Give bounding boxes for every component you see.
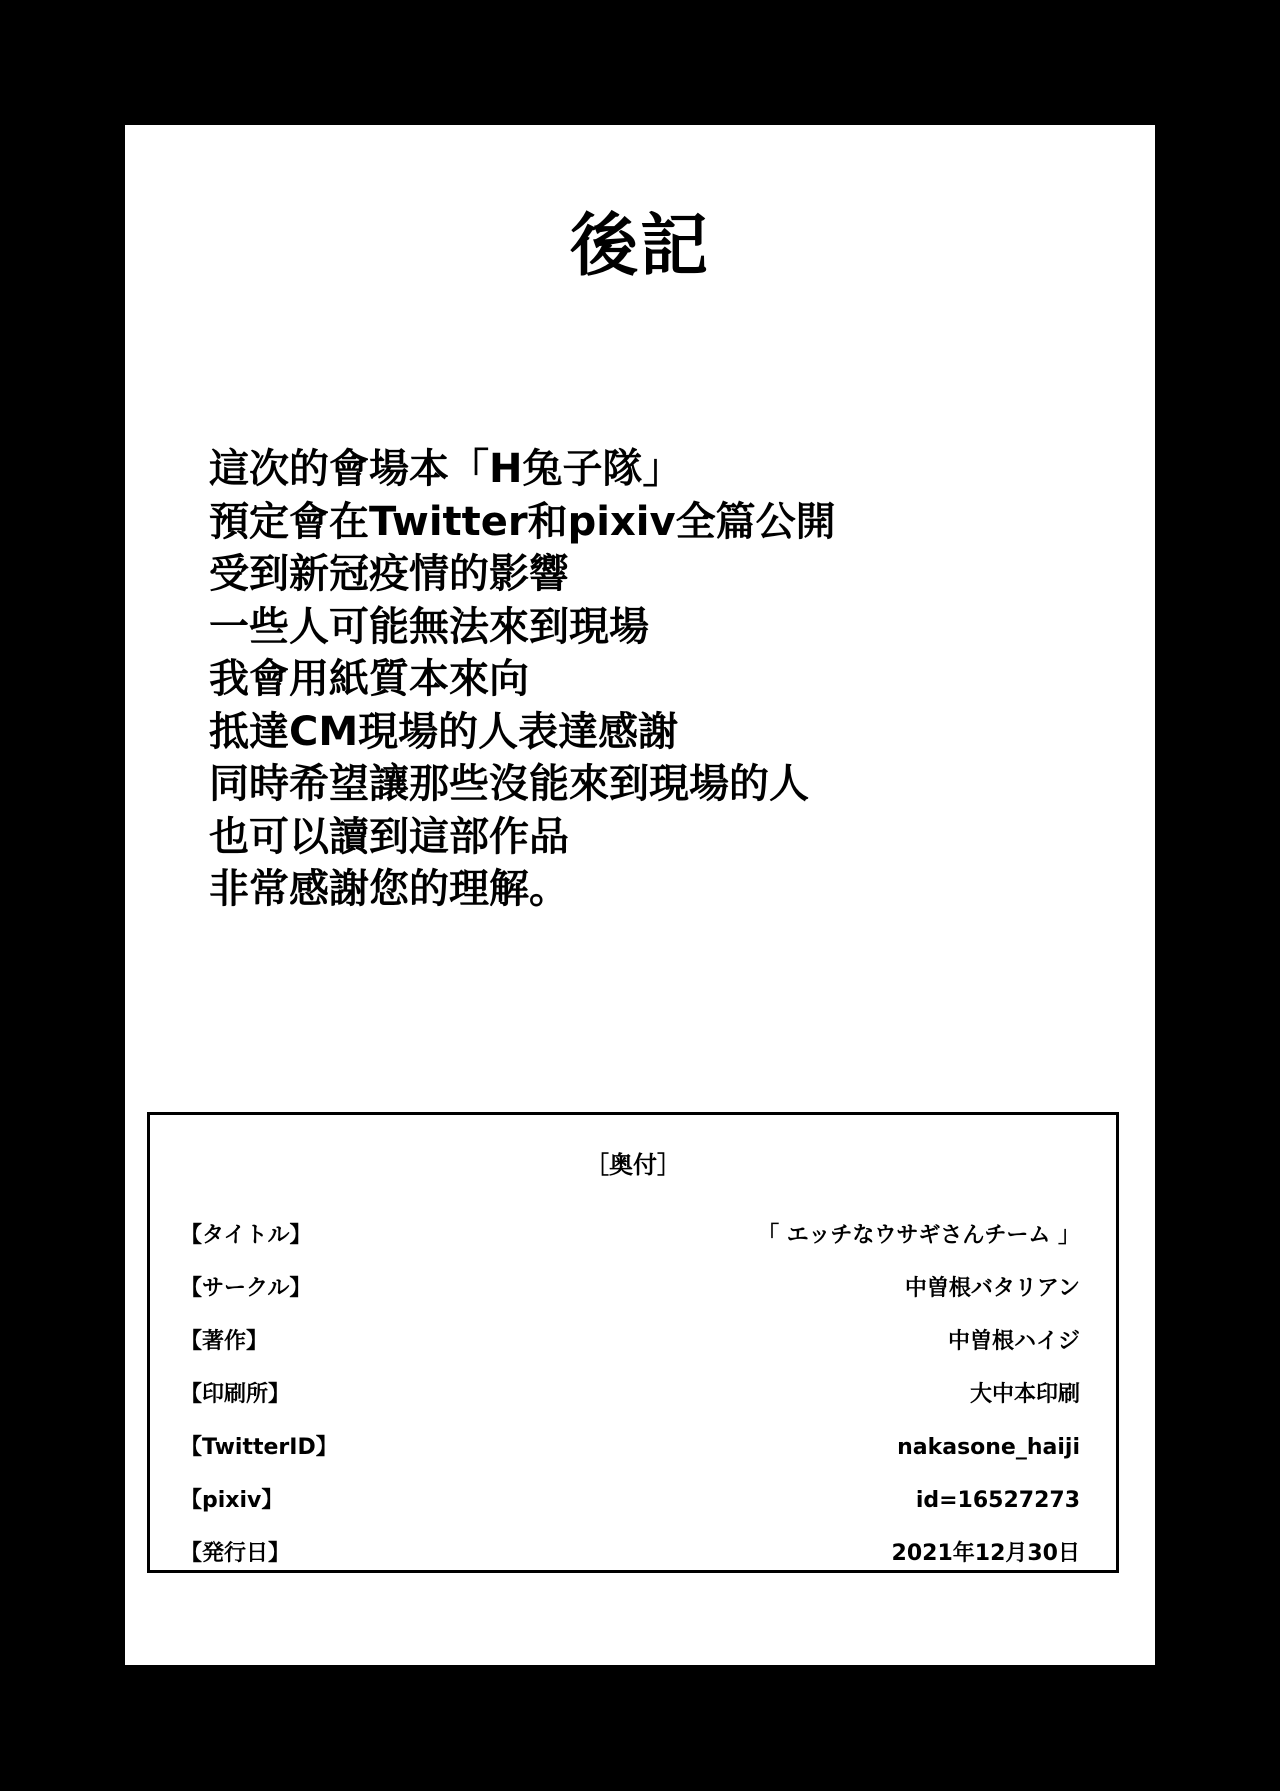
- colophon-value: 2021年12月30日: [891, 1541, 1080, 1566]
- colophon-label: 【発行日】: [180, 1541, 291, 1566]
- colophon-label: 【サークル】: [180, 1276, 312, 1301]
- colophon-row-date: [180, 1539, 1080, 1592]
- afterword-line: 非常感謝您的理解。: [209, 866, 569, 912]
- afterword-line: 受到新冠疫情的影響: [209, 551, 569, 597]
- afterword-text: [209, 443, 1129, 916]
- afterword-line: 抵達CM現場的人表達感謝: [209, 708, 679, 755]
- colophon-label: 【pixiv】: [180, 1488, 284, 1513]
- colophon-value: 中曽根バタリアン: [904, 1276, 1080, 1301]
- colophon-box: [147, 1112, 1119, 1573]
- page-title: 後記: [569, 207, 710, 286]
- colophon-value: 「 エッチなウサギさんチーム 」: [757, 1223, 1080, 1248]
- colophon-value: 中曽根ハイジ: [947, 1329, 1080, 1354]
- afterword-line: 預定會在Twitter和pixiv全篇公開: [209, 498, 836, 545]
- colophon-row-pixiv: [180, 1486, 1080, 1539]
- colophon-row-printer: [180, 1380, 1080, 1433]
- colophon-heading: ［奥付］: [585, 1151, 681, 1179]
- colophon-label: 【TwitterID】: [180, 1435, 338, 1460]
- colophon-row-author: [180, 1327, 1080, 1380]
- afterword-line: 同時希望讓那些沒能來到現場的人: [209, 761, 809, 807]
- afterword-line: 也可以讀到這部作品: [209, 813, 569, 860]
- colophon-list: [180, 1221, 1080, 1592]
- colophon-label: 【タイトル】: [180, 1223, 312, 1248]
- colophon-label: 【印刷所】: [180, 1382, 291, 1407]
- colophon-row-circle: [180, 1274, 1080, 1327]
- colophon-label: 【著作】: [180, 1329, 269, 1354]
- colophon-value: nakasone_haiji: [897, 1435, 1080, 1460]
- document-page: [125, 125, 1155, 1665]
- afterword-line: 我會用紙質本來向: [209, 656, 529, 702]
- afterword-line: 一些人可能無法來到現場: [209, 603, 649, 650]
- colophon-row-twitter: [180, 1433, 1080, 1486]
- colophon-value: id=16527273: [915, 1488, 1080, 1513]
- colophon-value: 大中本印刷: [969, 1382, 1080, 1407]
- colophon-row-title: [180, 1221, 1080, 1274]
- afterword-line: 這次的會場本「H兔子隊」: [209, 446, 683, 492]
